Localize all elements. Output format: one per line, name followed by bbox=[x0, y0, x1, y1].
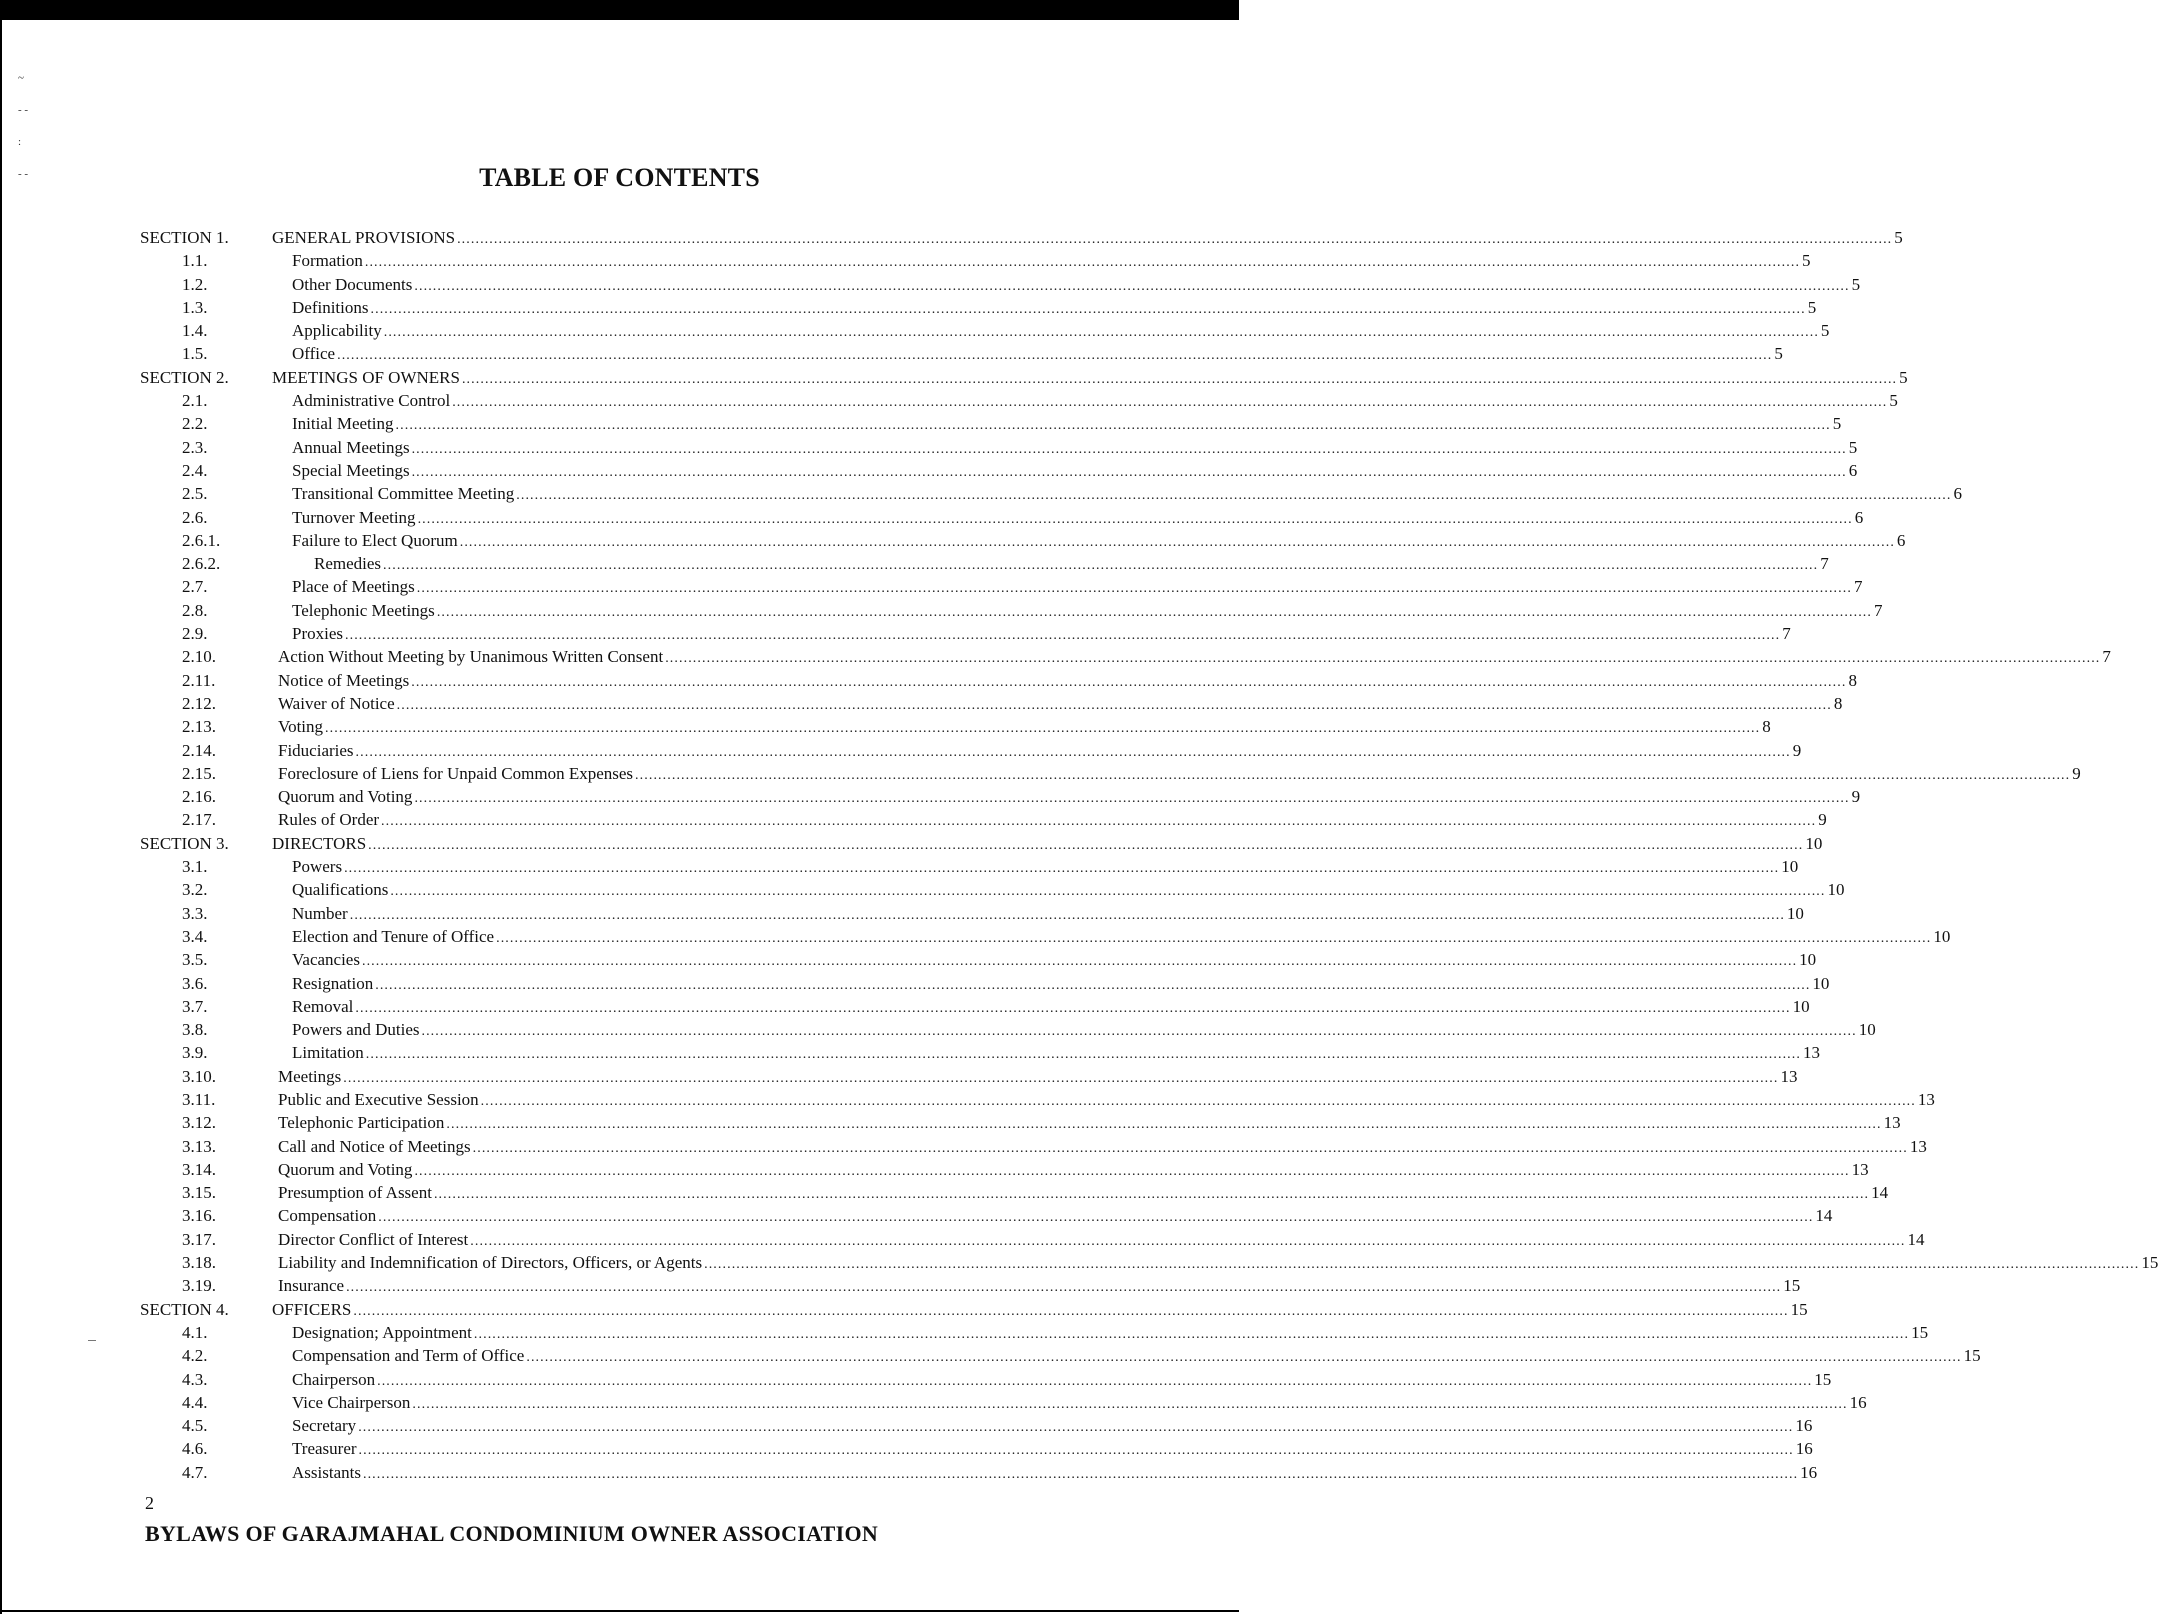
dot-leader: ........................................................................................................................................................................................................................................................................................................................ bbox=[461, 371, 1898, 387]
toc-entry bbox=[140, 1181, 1889, 1204]
toc-entry-title: Applicability bbox=[292, 321, 382, 341]
toc-entry bbox=[140, 878, 1845, 901]
toc-entry-number: 2.5. bbox=[182, 484, 208, 504]
toc-entry-title: Qualifications bbox=[292, 880, 389, 900]
dot-leader: ........................................................................................................................................................................................................................................................................................................................ bbox=[362, 1466, 1799, 1482]
toc-entry-title: Place of Meetings bbox=[292, 577, 415, 597]
toc-entry-title: Failure to Elect Quorum bbox=[292, 530, 458, 550]
toc-entry-page: 15 bbox=[1783, 1276, 1801, 1296]
toc-entry-number: 2.2. bbox=[182, 414, 208, 434]
toc-entry-page: 10 bbox=[1858, 1020, 1876, 1040]
toc-entry-page: 10 bbox=[1933, 926, 1951, 946]
toc-entry bbox=[140, 1391, 1867, 1414]
toc-entry-page: 9 bbox=[1851, 787, 1861, 807]
toc-entry bbox=[140, 902, 1804, 925]
toc-entry bbox=[140, 948, 1817, 971]
dot-leader: ........................................................................................................................................................................................................................................................................................................................ bbox=[472, 1140, 1908, 1156]
toc-entry bbox=[140, 319, 1830, 342]
toc-entry bbox=[140, 622, 1791, 645]
toc-entry-title: Director Conflict of Interest bbox=[278, 1229, 469, 1249]
document-footer: BYLAWS OF GARAJMAHAL CONDOMINIUM OWNER ASSOCIATION bbox=[145, 1521, 879, 1546]
toc-entry-number: SECTION 2. bbox=[140, 367, 229, 387]
toc-entry-title: DIRECTORS bbox=[272, 833, 367, 853]
toc-entry-title: Powers and Duties bbox=[292, 1020, 420, 1040]
toc-entry-number: 3.13. bbox=[182, 1136, 216, 1156]
dot-leader: ........................................................................................................................................................................................................................................................................................................................ bbox=[390, 884, 1826, 900]
toc-entry-page: 15 bbox=[2141, 1253, 2158, 1273]
toc-entry-page: 9 bbox=[1792, 740, 1802, 760]
dot-leader: ........................................................................................................................................................................................................................................................................................................................ bbox=[378, 1210, 1814, 1226]
dot-leader: ........................................................................................................................................................................................................................................................................................................................ bbox=[436, 604, 1873, 620]
dot-leader: ........................................................................................................................................................................................................................................................................................................................ bbox=[411, 464, 1847, 480]
toc-entry-page: 15 bbox=[1790, 1299, 1808, 1319]
toc-entry-title: Notice of Meetings bbox=[278, 670, 410, 690]
toc-entry-title: Turnover Meeting bbox=[292, 507, 416, 527]
toc-entry-page: 14 bbox=[1815, 1206, 1833, 1226]
toc-entry-title: Assistants bbox=[292, 1462, 361, 1482]
toc-entry-page: 16 bbox=[1795, 1439, 1813, 1459]
dot-leader: ........................................................................................................................................................................................................................................................................................................................ bbox=[377, 1373, 1813, 1389]
dot-leader: ........................................................................................................................................................................................................................................................................................................................ bbox=[375, 977, 1811, 993]
toc-entry-page: 5 bbox=[1802, 251, 1811, 271]
dot-leader: ........................................................................................................................................................................................................................................................................................................................ bbox=[344, 861, 1780, 877]
toc-entry bbox=[140, 1018, 1876, 1041]
toc-entry-title: Formation bbox=[292, 251, 363, 271]
toc-entry-page: 7 bbox=[1853, 577, 1863, 597]
toc-entry bbox=[140, 1228, 1925, 1251]
toc-entry-title: Voting bbox=[278, 717, 324, 737]
toc-entry-title: Office bbox=[292, 344, 336, 364]
toc-entry-title: Proxies bbox=[292, 624, 343, 644]
toc-entry bbox=[140, 1298, 1808, 1321]
toc-entry bbox=[140, 389, 1898, 412]
toc-entry-number: 1.2. bbox=[182, 274, 208, 294]
toc-entry-number: 3.19. bbox=[182, 1276, 216, 1296]
dot-leader: ........................................................................................................................................................................................................................................................................................................................ bbox=[355, 744, 1791, 760]
toc-entry bbox=[140, 342, 1783, 365]
dot-leader: ........................................................................................................................................................................................................................................................................................................................ bbox=[383, 558, 1819, 574]
toc-entry-page: 5 bbox=[1832, 414, 1842, 434]
toc-entry-title: Quorum and Voting bbox=[278, 787, 413, 807]
toc-entry-title: Rules of Order bbox=[278, 810, 380, 830]
toc-entry-number: 3.9. bbox=[182, 1043, 208, 1063]
toc-entry-page: 16 bbox=[1849, 1392, 1867, 1412]
toc-entry-page: 6 bbox=[1953, 484, 1962, 504]
toc-entry bbox=[140, 1274, 1801, 1297]
toc-entry bbox=[140, 226, 1903, 249]
toc-entry-title: OFFICERS bbox=[272, 1299, 352, 1319]
toc-entry-title: Removal bbox=[292, 996, 354, 1016]
toc-entry-page: 10 bbox=[1805, 833, 1823, 853]
toc-entry-page: 5 bbox=[1807, 297, 1817, 317]
toc-entry bbox=[140, 1251, 2158, 1274]
toc-entry-page: 15 bbox=[1814, 1369, 1832, 1389]
dot-leader: ........................................................................................................................................................................................................................................................................................................................ bbox=[349, 907, 1785, 923]
dot-leader: ........................................................................................................................................................................................................................................................................................................................ bbox=[325, 721, 1761, 737]
toc-entry-title: Telephonic Participation bbox=[278, 1113, 445, 1133]
toc-entry-title: Insurance bbox=[278, 1276, 345, 1296]
toc-entry-page: 13 bbox=[1851, 1159, 1869, 1179]
toc-entry-number: 4.6. bbox=[182, 1439, 208, 1459]
toc-entry bbox=[140, 1065, 1798, 1088]
toc-entry-page: 8 bbox=[1848, 670, 1857, 690]
dot-leader: ........................................................................................................................................................................................................................................................................................................................ bbox=[411, 441, 1847, 457]
dot-leader: ........................................................................................................................................................................................................................................................................................................................ bbox=[346, 1280, 1782, 1296]
toc-entry-title: Public and Executive Session bbox=[278, 1089, 479, 1109]
toc-entry-page: 5 bbox=[1820, 321, 1830, 341]
dot-leader: ........................................................................................................................................................................................................................................................................................................................ bbox=[496, 930, 1932, 946]
toc-entry-title: Action Without Meeting by Unanimous Written Consent bbox=[278, 647, 664, 667]
toc-entry-title: Vacancies bbox=[292, 950, 360, 970]
toc-entry bbox=[140, 529, 1906, 552]
toc-entry bbox=[140, 575, 1863, 598]
toc-entry bbox=[140, 645, 2111, 668]
toc-entry bbox=[140, 1158, 1869, 1181]
toc-entry-number: 3.18. bbox=[182, 1253, 216, 1273]
page-title: TABLE OF CONTENTS bbox=[479, 163, 760, 192]
toc-entry-title: Transitional Committee Meeting bbox=[292, 484, 515, 504]
toc-entry-number: 1.3. bbox=[182, 297, 208, 317]
dot-leader: ........................................................................................................................................................................................................................................................................................................................ bbox=[459, 534, 1895, 550]
toc-entry bbox=[140, 1414, 1813, 1437]
toc-entry bbox=[140, 785, 1861, 808]
toc-entry bbox=[140, 459, 1858, 482]
toc-entry-page: 13 bbox=[1917, 1089, 1935, 1109]
scan-speck bbox=[88, 1340, 96, 1341]
toc-entry-title: Treasurer bbox=[292, 1439, 357, 1459]
dot-leader: ........................................................................................................................................................................................................................................................................................................................ bbox=[411, 674, 1847, 690]
dot-leader: ........................................................................................................................................................................................................................................................................................................................ bbox=[343, 1070, 1779, 1086]
margin-mark: : bbox=[18, 136, 22, 148]
toc-entry-number: 3.16. bbox=[182, 1206, 216, 1226]
toc-entry-number: SECTION 3. bbox=[140, 833, 229, 853]
toc-entry bbox=[140, 599, 1883, 622]
dot-leader: ........................................................................................................................................................................................................................................................................................................................ bbox=[452, 395, 1888, 411]
toc-entry bbox=[140, 715, 1771, 738]
dot-leader: ........................................................................................................................................................................................................................................................................................................................ bbox=[353, 1303, 1789, 1319]
toc-entry bbox=[140, 436, 1858, 459]
toc-entry-number: SECTION 1. bbox=[140, 228, 229, 247]
dot-leader: ........................................................................................................................................................................................................................................................................................................................ bbox=[337, 348, 1773, 364]
toc-entry-title: Initial Meeting bbox=[292, 414, 394, 434]
toc-entry-page: 14 bbox=[1871, 1183, 1889, 1203]
toc-entry-title: Telephonic Meetings bbox=[292, 600, 435, 620]
toc-entry-title: Waiver of Notice bbox=[278, 693, 395, 713]
toc-entry-number: 2.7. bbox=[182, 577, 208, 597]
toc-entry-page: 6 bbox=[1854, 507, 1864, 527]
dot-leader: ........................................................................................................................................................................................................................................................................................................................ bbox=[345, 628, 1781, 644]
toc-entry-title: Vice Chairperson bbox=[292, 1392, 411, 1412]
toc-entry-number: 2.6. bbox=[182, 507, 208, 527]
toc-entry-number: 3.12. bbox=[182, 1113, 216, 1133]
toc-entry-number: 4.2. bbox=[182, 1346, 208, 1366]
toc-entry-title: Administrative Control bbox=[292, 391, 451, 411]
dot-leader: ........................................................................................................................................................................................................................................................................................................................ bbox=[396, 697, 1832, 713]
toc-entry-page: 10 bbox=[1827, 880, 1845, 900]
toc-entry bbox=[140, 506, 1864, 529]
toc-entry-page: 5 bbox=[1899, 367, 1908, 387]
toc-entry-title: Presumption of Assent bbox=[278, 1183, 432, 1203]
toc-entry bbox=[140, 1204, 1833, 1227]
toc-entry-title: Secretary bbox=[292, 1416, 357, 1436]
toc-entry-title: MEETINGS OF OWNERS bbox=[272, 367, 460, 387]
toc-entry-number: 2.6.2. bbox=[182, 554, 221, 574]
toc-entry-number: 2.17. bbox=[182, 810, 216, 830]
toc-entry-page: 5 bbox=[1889, 391, 1898, 411]
toc-entry-page: 10 bbox=[1781, 857, 1799, 877]
toc-entry-title: Resignation bbox=[292, 973, 374, 993]
toc-entry bbox=[140, 995, 1810, 1018]
toc-entry-title: Quorum and Voting bbox=[278, 1159, 413, 1179]
toc-entry bbox=[140, 249, 1811, 272]
toc-entry-page: 10 bbox=[1812, 973, 1830, 993]
toc-entry-title: Liability and Indemnification of Directors, Officers, or Agents bbox=[278, 1253, 703, 1273]
toc-entry-page: 13 bbox=[1883, 1113, 1901, 1133]
toc-entry-title: Foreclosure of Liens for Unpaid Common Expenses bbox=[278, 763, 634, 783]
toc-entry-number: 3.5. bbox=[182, 950, 208, 970]
toc-entry-number: 2.1. bbox=[182, 391, 208, 411]
dot-leader: ........................................................................................................................................................................................................................................................................................................................ bbox=[414, 1163, 1850, 1179]
dot-leader: ........................................................................................................................................................................................................................................................................................................................ bbox=[355, 1000, 1791, 1016]
dot-leader: ........................................................................................................................................................................................................................................................................................................................ bbox=[416, 581, 1852, 597]
toc-entry-title: Election and Tenure of Office bbox=[292, 926, 495, 946]
toc-entry-page: 13 bbox=[1802, 1043, 1820, 1063]
toc-entry-page: 5 bbox=[1848, 437, 1858, 457]
toc-entry-number: 4.7. bbox=[182, 1462, 208, 1482]
toc-entry-page: 7 bbox=[1874, 600, 1883, 620]
toc-entry-title: Compensation bbox=[278, 1206, 377, 1226]
toc-entry-number: SECTION 4. bbox=[140, 1299, 229, 1319]
toc-entry-page: 9 bbox=[2072, 763, 2081, 783]
toc-entry-page: 10 bbox=[1786, 903, 1804, 923]
toc-entry-number: 2.13. bbox=[182, 717, 216, 737]
toc-entry-number: 1.5. bbox=[182, 344, 208, 364]
dot-leader: ........................................................................................................................................................................................................................................................................................................................ bbox=[414, 278, 1850, 294]
toc-entry bbox=[140, 808, 1827, 831]
toc-entry-number: 3.3. bbox=[182, 903, 208, 923]
dot-leader: ........................................................................................................................................................................................................................................................................................................................ bbox=[516, 488, 1952, 504]
toc-entry-title: GENERAL PROVISIONS bbox=[272, 228, 456, 247]
toc-entry-title: Compensation and Term of Office bbox=[292, 1346, 525, 1366]
toc-entry-number: 3.17. bbox=[182, 1229, 216, 1249]
toc-entry-page: 16 bbox=[1800, 1462, 1818, 1482]
toc-entry-number: 2.3. bbox=[182, 437, 208, 457]
toc-entry-number: 4.4. bbox=[182, 1392, 208, 1412]
toc-entry-number: 4.1. bbox=[182, 1322, 208, 1342]
toc-entry-page: 9 bbox=[1818, 810, 1827, 830]
toc-entry-page: 8 bbox=[1833, 693, 1843, 713]
toc-entry bbox=[140, 692, 1843, 715]
dot-leader: ........................................................................................................................................................................................................................................................................................................................ bbox=[665, 651, 2101, 667]
toc-entry-number: 3.2. bbox=[182, 880, 208, 900]
toc-entry-page: 15 bbox=[1911, 1322, 1929, 1342]
toc-entry-title: Limitation bbox=[292, 1043, 364, 1063]
toc-entry-number: 2.15. bbox=[182, 763, 216, 783]
toc-entry bbox=[140, 1344, 1981, 1367]
toc-entry-number: 3.11. bbox=[182, 1089, 216, 1109]
toc-entry bbox=[140, 296, 1817, 319]
table-of-contents bbox=[140, 226, 2158, 1484]
scan-bottom-border bbox=[0, 1610, 1239, 1612]
toc-entry bbox=[140, 273, 1861, 296]
toc-entry-page: 5 bbox=[1851, 274, 1861, 294]
toc-entry bbox=[140, 762, 2081, 785]
toc-entry-page: 6 bbox=[1848, 460, 1858, 480]
dot-leader: ........................................................................................................................................................................................................................................................................................................................ bbox=[381, 814, 1817, 830]
dot-leader: ........................................................................................................................................................................................................................................................................................................................ bbox=[365, 1047, 1801, 1063]
toc-entry-page: 5 bbox=[1774, 344, 1783, 364]
toc-entry bbox=[140, 1321, 1929, 1344]
toc-entry-number: 2.9. bbox=[182, 624, 208, 644]
toc-entry-page: 13 bbox=[1780, 1066, 1798, 1086]
toc-entry-title: Definitions bbox=[292, 297, 369, 317]
toc-entry-page: 5 bbox=[1894, 228, 1903, 247]
toc-entry-title: Remedies bbox=[314, 554, 382, 574]
toc-entry-number: 4.5. bbox=[182, 1416, 208, 1436]
toc-entry bbox=[140, 832, 1823, 855]
toc-entry-page: 14 bbox=[1907, 1229, 1925, 1249]
toc-entry-number: 2.6.1. bbox=[182, 530, 221, 550]
toc-entry-number: 2.14. bbox=[182, 740, 216, 760]
toc-entry bbox=[140, 925, 1951, 948]
toc-entry bbox=[140, 552, 1829, 575]
toc-entry-number: 3.6. bbox=[182, 973, 208, 993]
toc-entry-number: 4.3. bbox=[182, 1369, 208, 1389]
toc-entry bbox=[140, 1088, 1935, 1111]
dot-leader: ........................................................................................................................................................................................................................................................................................................................ bbox=[470, 1233, 1906, 1249]
toc-entry bbox=[140, 855, 1799, 878]
toc-entry-title: Designation; Appointment bbox=[292, 1322, 472, 1342]
toc-entry-number: 3.14. bbox=[182, 1159, 216, 1179]
toc-entry-number: 3.7. bbox=[182, 996, 208, 1016]
dot-leader: ........................................................................................................................................................................................................................................................................................................................ bbox=[433, 1187, 1870, 1203]
dot-leader: ........................................................................................................................................................................................................................................................................................................................ bbox=[473, 1326, 1910, 1342]
toc-entry-page: 13 bbox=[1909, 1136, 1927, 1156]
dot-leader: ........................................................................................................................................................................................................................................................................................................................ bbox=[526, 1350, 1962, 1366]
dot-leader: ........................................................................................................................................................................................................................................................................................................................ bbox=[446, 1117, 1882, 1133]
toc-entry bbox=[140, 669, 1857, 692]
toc-entry-page: 15 bbox=[1963, 1346, 1981, 1366]
toc-entry-page: 16 bbox=[1795, 1416, 1813, 1436]
toc-entry bbox=[140, 1368, 1832, 1391]
dot-leader: ........................................................................................................................................................................................................................................................................................................................ bbox=[358, 1420, 1794, 1436]
dot-leader: ........................................................................................................................................................................................................................................................................................................................ bbox=[412, 1396, 1848, 1412]
toc-entry bbox=[140, 366, 1908, 389]
dot-leader: ........................................................................................................................................................................................................................................................................................................................ bbox=[704, 1257, 2140, 1273]
toc-entry-number: 1.4. bbox=[182, 321, 208, 341]
toc-entry-number: 2.4. bbox=[182, 460, 208, 480]
dot-leader: ........................................................................................................................................................................................................................................................................................................................ bbox=[421, 1024, 1857, 1040]
scan-left-border bbox=[0, 20, 2, 1614]
dot-leader: ........................................................................................................................................................................................................................................................................................................................ bbox=[383, 325, 1819, 341]
toc-entry bbox=[140, 412, 1842, 435]
dot-leader: ........................................................................................................................................................................................................................................................................................................................ bbox=[368, 837, 1804, 853]
dot-leader: ........................................................................................................................................................................................................................................................................................................................ bbox=[358, 1443, 1794, 1459]
dot-leader: ........................................................................................................................................................................................................................................................................................................................ bbox=[480, 1093, 1916, 1109]
toc-entry bbox=[140, 1437, 1813, 1460]
toc-entry-page: 7 bbox=[2102, 647, 2111, 667]
toc-entry bbox=[140, 1135, 1927, 1158]
toc-entry bbox=[140, 1111, 1901, 1134]
toc-entry-page: 8 bbox=[1762, 717, 1771, 737]
toc-entry-title: Chairperson bbox=[292, 1369, 376, 1389]
dot-leader: ........................................................................................................................................................................................................................................................................................................................ bbox=[635, 767, 2071, 783]
toc-entry-page: 10 bbox=[1792, 996, 1810, 1016]
toc-entry-number: 3.8. bbox=[182, 1020, 208, 1040]
scan-top-border bbox=[0, 0, 1239, 20]
toc-entry-page: 6 bbox=[1896, 530, 1906, 550]
toc-entry-page: 7 bbox=[1820, 554, 1829, 574]
toc-entry-number: 1.1. bbox=[182, 251, 208, 271]
dot-leader: ........................................................................................................................................................................................................................................................................................................................ bbox=[414, 791, 1850, 807]
page-number: 2 bbox=[145, 1493, 154, 1513]
toc-entry-number: 2.10. bbox=[182, 647, 216, 667]
dot-leader: ........................................................................................................................................................................................................................................................................................................................ bbox=[361, 954, 1798, 970]
toc-entry-page: 10 bbox=[1799, 950, 1817, 970]
margin-mark: ~ bbox=[18, 72, 24, 84]
toc-entry bbox=[140, 739, 1802, 762]
toc-entry-title: Annual Meetings bbox=[292, 437, 410, 457]
dot-leader: ........................................................................................................................................................................................................................................................................................................................ bbox=[364, 255, 1801, 271]
toc-entry-number: 3.10. bbox=[182, 1066, 216, 1086]
toc-entry-number: 2.8. bbox=[182, 600, 208, 620]
toc-entry-title: Special Meetings bbox=[292, 460, 410, 480]
toc-entry-title: Meetings bbox=[278, 1066, 342, 1086]
toc-entry-page: 7 bbox=[1782, 624, 1791, 644]
toc-entry-title: Number bbox=[292, 903, 348, 923]
margin-mark: - - bbox=[18, 168, 29, 180]
toc-entry-title: Fiduciaries bbox=[278, 740, 354, 760]
dot-leader: ........................................................................................................................................................................................................................................................................................................................ bbox=[457, 232, 1893, 247]
toc-entry-number: 2.11. bbox=[182, 670, 216, 690]
dot-leader: ........................................................................................................................................................................................................................................................................................................................ bbox=[417, 511, 1853, 527]
toc-entry-number: 2.16. bbox=[182, 787, 216, 807]
margin-mark: - - bbox=[18, 104, 29, 116]
toc-entry-number: 3.4. bbox=[182, 926, 208, 946]
toc-entry-title: Call and Notice of Meetings bbox=[278, 1136, 471, 1156]
dot-leader: ........................................................................................................................................................................................................................................................................................................................ bbox=[370, 301, 1806, 317]
toc-entry bbox=[140, 1461, 1818, 1484]
toc-entry-title: Other Documents bbox=[292, 274, 413, 294]
toc-entry-number: 3.1. bbox=[182, 857, 208, 877]
toc-entry-title: Powers bbox=[292, 857, 343, 877]
toc-entry-number: 2.12. bbox=[182, 693, 216, 713]
toc-entry-number: 3.15. bbox=[182, 1183, 216, 1203]
toc-entry bbox=[140, 482, 1962, 505]
toc-entry bbox=[140, 972, 1830, 995]
dot-leader: ........................................................................................................................................................................................................................................................................................................................ bbox=[395, 418, 1831, 434]
toc-entry bbox=[140, 1041, 1820, 1064]
